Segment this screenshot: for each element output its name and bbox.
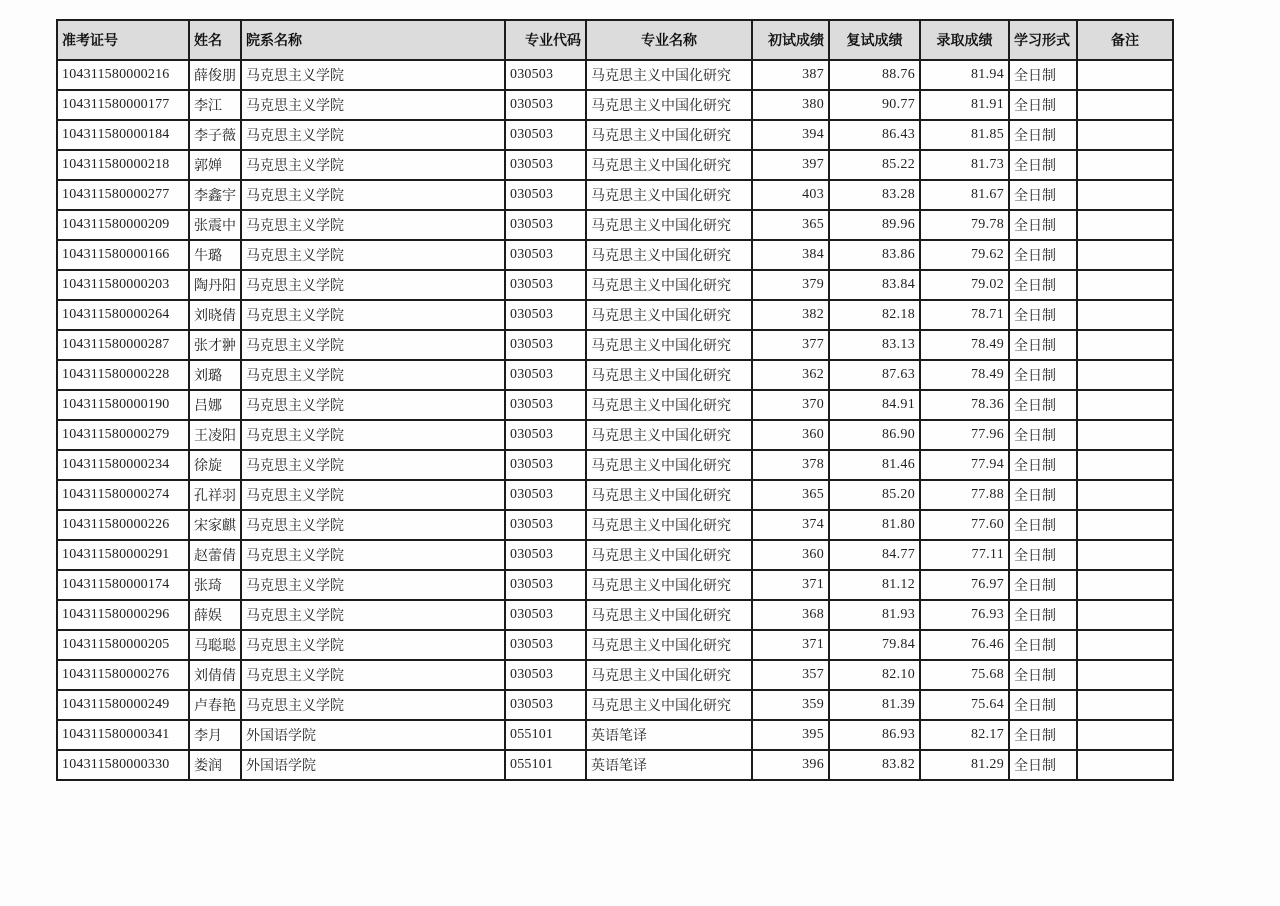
- cell-department: 马克思主义学院: [241, 600, 505, 630]
- cell-major-code: 030503: [505, 450, 586, 480]
- cell-department: 马克思主义学院: [241, 240, 505, 270]
- cell-admission-score: 76.46: [920, 630, 1009, 660]
- header-study-mode: 学习形式: [1009, 20, 1077, 60]
- cell-name: 刘晓倩: [189, 300, 241, 330]
- cell-retest-score: 81.93: [829, 600, 920, 630]
- cell-department: 马克思主义学院: [241, 450, 505, 480]
- cell-admission-score: 78.49: [920, 330, 1009, 360]
- cell-exam-id: 104311580000177: [57, 90, 189, 120]
- table-row: [57, 120, 1173, 150]
- table-row: [57, 60, 1173, 90]
- header-major-name: 专业名称: [586, 20, 752, 60]
- cell-initial-score: 394: [752, 120, 829, 150]
- cell-exam-id: 104311580000291: [57, 540, 189, 570]
- cell-study-mode: 全日制: [1009, 750, 1077, 780]
- table-row: [57, 180, 1173, 210]
- cell-exam-id: 104311580000218: [57, 150, 189, 180]
- cell-admission-score: 79.78: [920, 210, 1009, 240]
- cell-department: 马克思主义学院: [241, 480, 505, 510]
- cell-initial-score: 371: [752, 570, 829, 600]
- cell-initial-score: 357: [752, 660, 829, 690]
- cell-major-name: 英语笔译: [586, 720, 752, 750]
- cell-study-mode: 全日制: [1009, 60, 1077, 90]
- table-row: [57, 420, 1173, 450]
- cell-department: 马克思主义学院: [241, 300, 505, 330]
- cell-major-name: 英语笔译: [586, 750, 752, 780]
- cell-department: 马克思主义学院: [241, 660, 505, 690]
- header-department: 院系名称: [241, 20, 505, 60]
- cell-remarks: [1077, 750, 1173, 780]
- cell-study-mode: 全日制: [1009, 150, 1077, 180]
- cell-major-code: 030503: [505, 300, 586, 330]
- cell-department: 马克思主义学院: [241, 420, 505, 450]
- cell-department: 马克思主义学院: [241, 690, 505, 720]
- cell-department: 马克思主义学院: [241, 630, 505, 660]
- cell-retest-score: 81.46: [829, 450, 920, 480]
- cell-initial-score: 370: [752, 390, 829, 420]
- cell-initial-score: 360: [752, 540, 829, 570]
- cell-exam-id: 104311580000264: [57, 300, 189, 330]
- cell-study-mode: 全日制: [1009, 330, 1077, 360]
- table-row: [57, 540, 1173, 570]
- cell-department: 马克思主义学院: [241, 330, 505, 360]
- cell-major-code: 030503: [505, 210, 586, 240]
- table-row: [57, 480, 1173, 510]
- cell-remarks: [1077, 180, 1173, 210]
- cell-major-code: 030503: [505, 390, 586, 420]
- cell-department: 马克思主义学院: [241, 570, 505, 600]
- cell-initial-score: 365: [752, 210, 829, 240]
- cell-major-name: 马克思主义中国化研究: [586, 660, 752, 690]
- cell-major-code: 030503: [505, 540, 586, 570]
- cell-initial-score: 377: [752, 330, 829, 360]
- cell-major-name: 马克思主义中国化研究: [586, 270, 752, 300]
- cell-major-code: 030503: [505, 570, 586, 600]
- table-row: [57, 330, 1173, 360]
- table-row: [57, 360, 1173, 390]
- table-row: [57, 300, 1173, 330]
- cell-retest-score: 83.84: [829, 270, 920, 300]
- cell-major-code: 030503: [505, 420, 586, 450]
- cell-retest-score: 88.76: [829, 60, 920, 90]
- table-row: [57, 510, 1173, 540]
- cell-initial-score: 371: [752, 630, 829, 660]
- cell-department: 马克思主义学院: [241, 390, 505, 420]
- cell-exam-id: 104311580000228: [57, 360, 189, 390]
- cell-major-name: 马克思主义中国化研究: [586, 150, 752, 180]
- header-row: [57, 20, 1173, 60]
- cell-retest-score: 85.20: [829, 480, 920, 510]
- cell-major-code: 030503: [505, 150, 586, 180]
- cell-exam-id: 104311580000209: [57, 210, 189, 240]
- header-retest-score: 复试成绩: [829, 20, 920, 60]
- header-remarks: 备注: [1077, 20, 1173, 60]
- cell-remarks: [1077, 510, 1173, 540]
- cell-name: 赵蕾倩: [189, 540, 241, 570]
- cell-major-name: 马克思主义中国化研究: [586, 630, 752, 660]
- table-row: [57, 630, 1173, 660]
- cell-admission-score: 79.62: [920, 240, 1009, 270]
- cell-major-code: 030503: [505, 660, 586, 690]
- cell-major-code: 030503: [505, 270, 586, 300]
- cell-remarks: [1077, 90, 1173, 120]
- cell-retest-score: 84.91: [829, 390, 920, 420]
- cell-remarks: [1077, 600, 1173, 630]
- table-row: [57, 390, 1173, 420]
- cell-exam-id: 104311580000274: [57, 480, 189, 510]
- cell-retest-score: 86.43: [829, 120, 920, 150]
- table-row: [57, 240, 1173, 270]
- cell-initial-score: 380: [752, 90, 829, 120]
- cell-retest-score: 83.82: [829, 750, 920, 780]
- cell-remarks: [1077, 450, 1173, 480]
- cell-remarks: [1077, 120, 1173, 150]
- cell-admission-score: 81.85: [920, 120, 1009, 150]
- cell-major-name: 马克思主义中国化研究: [586, 360, 752, 390]
- table-row: [57, 90, 1173, 120]
- cell-name: 郭婵: [189, 150, 241, 180]
- cell-study-mode: 全日制: [1009, 720, 1077, 750]
- cell-name: 牛璐: [189, 240, 241, 270]
- cell-admission-score: 76.93: [920, 600, 1009, 630]
- cell-department: 马克思主义学院: [241, 270, 505, 300]
- cell-major-code: 030503: [505, 600, 586, 630]
- cell-remarks: [1077, 480, 1173, 510]
- cell-study-mode: 全日制: [1009, 390, 1077, 420]
- cell-admission-score: 81.29: [920, 750, 1009, 780]
- cell-retest-score: 83.28: [829, 180, 920, 210]
- header-admission-score: 录取成绩: [920, 20, 1009, 60]
- cell-remarks: [1077, 360, 1173, 390]
- header-major-code: 专业代码: [505, 20, 586, 60]
- cell-study-mode: 全日制: [1009, 300, 1077, 330]
- cell-admission-score: 82.17: [920, 720, 1009, 750]
- cell-remarks: [1077, 570, 1173, 600]
- cell-remarks: [1077, 660, 1173, 690]
- cell-name: 卢春艳: [189, 690, 241, 720]
- cell-initial-score: 384: [752, 240, 829, 270]
- cell-remarks: [1077, 240, 1173, 270]
- cell-remarks: [1077, 150, 1173, 180]
- cell-major-code: 030503: [505, 510, 586, 540]
- cell-department: 马克思主义学院: [241, 90, 505, 120]
- cell-admission-score: 77.11: [920, 540, 1009, 570]
- cell-remarks: [1077, 300, 1173, 330]
- cell-name: 李子薇: [189, 120, 241, 150]
- cell-exam-id: 104311580000341: [57, 720, 189, 750]
- cell-major-code: 055101: [505, 750, 586, 780]
- cell-major-name: 马克思主义中国化研究: [586, 90, 752, 120]
- table-row: [57, 450, 1173, 480]
- table-row: [57, 690, 1173, 720]
- cell-study-mode: 全日制: [1009, 360, 1077, 390]
- cell-major-code: 030503: [505, 480, 586, 510]
- cell-remarks: [1077, 330, 1173, 360]
- cell-admission-score: 75.64: [920, 690, 1009, 720]
- cell-retest-score: 85.22: [829, 150, 920, 180]
- cell-major-name: 马克思主义中国化研究: [586, 420, 752, 450]
- cell-major-name: 马克思主义中国化研究: [586, 180, 752, 210]
- cell-admission-score: 81.91: [920, 90, 1009, 120]
- cell-exam-id: 104311580000276: [57, 660, 189, 690]
- cell-name: 李月: [189, 720, 241, 750]
- cell-study-mode: 全日制: [1009, 90, 1077, 120]
- cell-admission-score: 78.71: [920, 300, 1009, 330]
- cell-major-name: 马克思主义中国化研究: [586, 390, 752, 420]
- table-row: [57, 660, 1173, 690]
- cell-name: 刘璐: [189, 360, 241, 390]
- cell-major-code: 030503: [505, 90, 586, 120]
- cell-department: 马克思主义学院: [241, 120, 505, 150]
- cell-admission-score: 81.67: [920, 180, 1009, 210]
- cell-name: 李鑫宇: [189, 180, 241, 210]
- cell-retest-score: 86.93: [829, 720, 920, 750]
- cell-study-mode: 全日制: [1009, 690, 1077, 720]
- cell-department: 外国语学院: [241, 720, 505, 750]
- cell-initial-score: 382: [752, 300, 829, 330]
- cell-exam-id: 104311580000166: [57, 240, 189, 270]
- cell-name: 张才翀: [189, 330, 241, 360]
- cell-admission-score: 78.36: [920, 390, 1009, 420]
- cell-remarks: [1077, 720, 1173, 750]
- cell-name: 刘倩倩: [189, 660, 241, 690]
- cell-study-mode: 全日制: [1009, 270, 1077, 300]
- cell-study-mode: 全日制: [1009, 540, 1077, 570]
- table-row: [57, 270, 1173, 300]
- cell-exam-id: 104311580000226: [57, 510, 189, 540]
- cell-name: 陶丹阳: [189, 270, 241, 300]
- cell-major-code: 055101: [505, 720, 586, 750]
- cell-remarks: [1077, 210, 1173, 240]
- cell-retest-score: 84.77: [829, 540, 920, 570]
- cell-major-name: 马克思主义中国化研究: [586, 300, 752, 330]
- cell-major-name: 马克思主义中国化研究: [586, 540, 752, 570]
- cell-department: 马克思主义学院: [241, 360, 505, 390]
- cell-initial-score: 396: [752, 750, 829, 780]
- cell-exam-id: 104311580000279: [57, 420, 189, 450]
- cell-remarks: [1077, 390, 1173, 420]
- cell-major-code: 030503: [505, 120, 586, 150]
- table-row: [57, 720, 1173, 750]
- cell-exam-id: 104311580000296: [57, 600, 189, 630]
- cell-department: 马克思主义学院: [241, 180, 505, 210]
- cell-department: 马克思主义学院: [241, 510, 505, 540]
- cell-study-mode: 全日制: [1009, 600, 1077, 630]
- cell-retest-score: 86.90: [829, 420, 920, 450]
- cell-retest-score: 81.39: [829, 690, 920, 720]
- cell-department: 外国语学院: [241, 750, 505, 780]
- cell-retest-score: 82.18: [829, 300, 920, 330]
- cell-exam-id: 104311580000190: [57, 390, 189, 420]
- cell-major-name: 马克思主义中国化研究: [586, 330, 752, 360]
- cell-admission-score: 81.94: [920, 60, 1009, 90]
- cell-admission-score: 77.96: [920, 420, 1009, 450]
- cell-retest-score: 87.63: [829, 360, 920, 390]
- cell-major-name: 马克思主义中国化研究: [586, 120, 752, 150]
- cell-major-code: 030503: [505, 60, 586, 90]
- table-row: [57, 750, 1173, 780]
- cell-remarks: [1077, 60, 1173, 90]
- cell-admission-score: 77.94: [920, 450, 1009, 480]
- cell-department: 马克思主义学院: [241, 210, 505, 240]
- cell-major-code: 030503: [505, 360, 586, 390]
- cell-initial-score: 379: [752, 270, 829, 300]
- cell-remarks: [1077, 540, 1173, 570]
- cell-name: 张震中: [189, 210, 241, 240]
- cell-study-mode: 全日制: [1009, 510, 1077, 540]
- cell-study-mode: 全日制: [1009, 570, 1077, 600]
- cell-name: 李江: [189, 90, 241, 120]
- cell-retest-score: 83.86: [829, 240, 920, 270]
- cell-exam-id: 104311580000203: [57, 270, 189, 300]
- cell-exam-id: 104311580000277: [57, 180, 189, 210]
- cell-major-name: 马克思主义中国化研究: [586, 480, 752, 510]
- cell-name: 张琦: [189, 570, 241, 600]
- cell-initial-score: 359: [752, 690, 829, 720]
- cell-initial-score: 387: [752, 60, 829, 90]
- header-exam-id: 准考证号: [57, 20, 189, 60]
- cell-name: 娄润: [189, 750, 241, 780]
- cell-name: 王凌阳: [189, 420, 241, 450]
- cell-major-name: 马克思主义中国化研究: [586, 60, 752, 90]
- cell-initial-score: 368: [752, 600, 829, 630]
- cell-major-name: 马克思主义中国化研究: [586, 450, 752, 480]
- cell-initial-score: 403: [752, 180, 829, 210]
- cell-name: 宋家麒: [189, 510, 241, 540]
- cell-major-code: 030503: [505, 330, 586, 360]
- table-row: [57, 150, 1173, 180]
- cell-name: 马聪聪: [189, 630, 241, 660]
- cell-major-name: 马克思主义中国化研究: [586, 570, 752, 600]
- cell-retest-score: 82.10: [829, 660, 920, 690]
- cell-study-mode: 全日制: [1009, 660, 1077, 690]
- cell-retest-score: 81.80: [829, 510, 920, 540]
- table-row: [57, 210, 1173, 240]
- cell-retest-score: 81.12: [829, 570, 920, 600]
- cell-admission-score: 81.73: [920, 150, 1009, 180]
- cell-retest-score: 90.77: [829, 90, 920, 120]
- cell-initial-score: 365: [752, 480, 829, 510]
- header-name: 姓名: [189, 20, 241, 60]
- cell-exam-id: 104311580000205: [57, 630, 189, 660]
- cell-study-mode: 全日制: [1009, 420, 1077, 450]
- table-body: [57, 60, 1173, 780]
- cell-initial-score: 374: [752, 510, 829, 540]
- cell-retest-score: 83.13: [829, 330, 920, 360]
- cell-initial-score: 395: [752, 720, 829, 750]
- cell-initial-score: 378: [752, 450, 829, 480]
- cell-admission-score: 76.97: [920, 570, 1009, 600]
- cell-major-name: 马克思主义中国化研究: [586, 240, 752, 270]
- cell-study-mode: 全日制: [1009, 630, 1077, 660]
- cell-study-mode: 全日制: [1009, 480, 1077, 510]
- cell-name: 薛娱: [189, 600, 241, 630]
- cell-retest-score: 79.84: [829, 630, 920, 660]
- table-row: [57, 570, 1173, 600]
- cell-retest-score: 89.96: [829, 210, 920, 240]
- cell-exam-id: 104311580000174: [57, 570, 189, 600]
- cell-study-mode: 全日制: [1009, 240, 1077, 270]
- admission-results-table: [56, 19, 1174, 781]
- cell-name: 孔祥羽: [189, 480, 241, 510]
- cell-major-code: 030503: [505, 690, 586, 720]
- cell-major-name: 马克思主义中国化研究: [586, 600, 752, 630]
- cell-admission-score: 75.68: [920, 660, 1009, 690]
- cell-exam-id: 104311580000249: [57, 690, 189, 720]
- cell-department: 马克思主义学院: [241, 540, 505, 570]
- cell-study-mode: 全日制: [1009, 180, 1077, 210]
- cell-exam-id: 104311580000234: [57, 450, 189, 480]
- cell-study-mode: 全日制: [1009, 450, 1077, 480]
- cell-major-name: 马克思主义中国化研究: [586, 210, 752, 240]
- cell-major-code: 030503: [505, 180, 586, 210]
- cell-study-mode: 全日制: [1009, 120, 1077, 150]
- cell-admission-score: 77.60: [920, 510, 1009, 540]
- cell-remarks: [1077, 270, 1173, 300]
- cell-major-name: 马克思主义中国化研究: [586, 510, 752, 540]
- cell-remarks: [1077, 690, 1173, 720]
- cell-admission-score: 78.49: [920, 360, 1009, 390]
- table-row: [57, 600, 1173, 630]
- cell-remarks: [1077, 420, 1173, 450]
- cell-study-mode: 全日制: [1009, 210, 1077, 240]
- cell-initial-score: 360: [752, 420, 829, 450]
- cell-major-code: 030503: [505, 240, 586, 270]
- cell-major-code: 030503: [505, 630, 586, 660]
- cell-major-name: 马克思主义中国化研究: [586, 690, 752, 720]
- cell-name: 吕娜: [189, 390, 241, 420]
- cell-initial-score: 362: [752, 360, 829, 390]
- cell-exam-id: 104311580000330: [57, 750, 189, 780]
- cell-initial-score: 397: [752, 150, 829, 180]
- cell-department: 马克思主义学院: [241, 60, 505, 90]
- cell-remarks: [1077, 630, 1173, 660]
- cell-exam-id: 104311580000287: [57, 330, 189, 360]
- cell-exam-id: 104311580000184: [57, 120, 189, 150]
- cell-name: 薛俊朋: [189, 60, 241, 90]
- cell-admission-score: 77.88: [920, 480, 1009, 510]
- cell-department: 马克思主义学院: [241, 150, 505, 180]
- cell-exam-id: 104311580000216: [57, 60, 189, 90]
- header-initial-score: 初试成绩: [752, 20, 829, 60]
- cell-name: 徐旋: [189, 450, 241, 480]
- cell-admission-score: 79.02: [920, 270, 1009, 300]
